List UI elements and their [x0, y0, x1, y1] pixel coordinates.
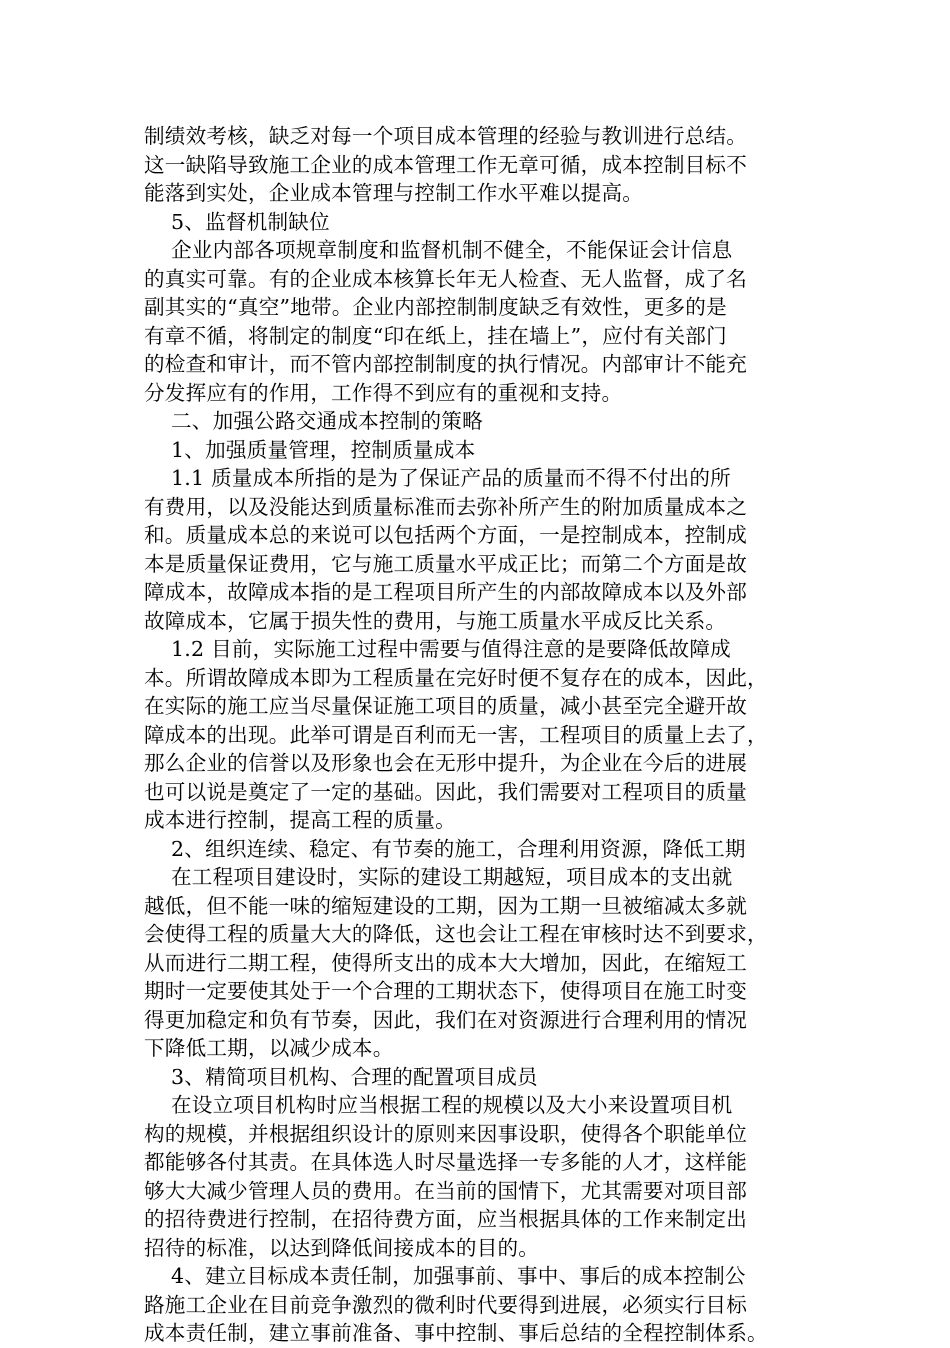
text-line: 够大大减少管理人员的费用。在当前的国情下，尤其需要对项目部: [144, 1178, 748, 1203]
text-line: 成本责任制，建立事前准备、事中控制、事后总结的全程控制体系。: [144, 1321, 768, 1345]
text-line: 都能够各付其责。在具体选人时尽量选择一专多能的人才，这样能: [144, 1150, 748, 1174]
text-line: 有章不循，将制定的制度“印在纸上，挂在墙上”，应付有关部门: [144, 323, 727, 348]
text-line: 障成本的出现。此举可谓是百利而无一害，工程项目的质量上去了，: [144, 722, 768, 747]
text-line: 的招待费进行控制，在招待费方面，应当根据具体的工作来制定出: [144, 1207, 748, 1231]
text-line: 障成本，故障成本指的是工程项目所产生的内部故障成本以及外部: [144, 580, 748, 604]
text-line: 成本进行控制，提高工程的质量。: [144, 808, 456, 832]
text-line: 在设立项目机构时应当根据工程的规模以及大小来设置项目机: [144, 1093, 733, 1117]
text-line: 本是质量保证费用，它与施工质量水平成正比；而第二个方面是故: [144, 551, 748, 576]
section-heading: 5、监督机制缺位: [144, 209, 330, 234]
section-heading: 4、建立目标成本责任制，加强事前、事中、事后的成本控制公: [144, 1264, 746, 1288]
text-line: 副其实的“真空”地带。企业内部控制制度缺乏有效性，更多的是: [144, 295, 727, 319]
text-line: 在工程项目建设时，实际的建设工期越短，项目成本的支出就: [144, 865, 733, 889]
text-line: 得更加稳定和负有节奏，因此，我们在对资源进行合理利用的情况: [144, 1007, 748, 1032]
section-heading: 3、精简项目机构、合理的配置项目成员: [144, 1064, 538, 1089]
text-line: 从而进行二期工程，使得所支出的成本大大增加，因此，在缩短工: [144, 950, 748, 975]
text-line: 分发挥应有的作用，工作得不到应有的重视和支持。: [144, 380, 623, 405]
text-line: 的真实可靠。有的企业成本核算长年无人检查、无人监督，成了名: [144, 266, 748, 291]
text-line: 越低，但不能一味的缩短建设的工期，因为工期一旦被缩减太多就: [144, 893, 748, 918]
text-line: 那么企业的信誉以及形象也会在无形中提升，为企业在今后的进展: [144, 751, 748, 775]
section-heading: 1、加强质量管理，控制质量成本: [144, 437, 476, 462]
text-line: 招待的标准，以达到降低间接成本的目的。: [144, 1235, 540, 1260]
text-line: 1.2 目前，实际施工过程中需要与值得注意的是要降低故障成: [144, 637, 731, 661]
text-line: 路施工企业在目前竞争激烈的微利时代要得到进展，必须实行目标: [144, 1292, 748, 1317]
text-line: 有费用，以及没能达到质量标准而去弥补所产生的附加质量成本之: [144, 494, 748, 519]
text-line: 下降低工期，以减少成本。: [144, 1036, 394, 1060]
text-line: 这一缺陷导致施工企业的成本管理工作无章可循，成本控制目标不: [144, 152, 748, 177]
text-line: 故障成本，它属于损失性的费用，与施工质量水平成反比关系。: [144, 608, 727, 633]
section-heading: 二、加强公路交通成本控制的策略: [144, 409, 483, 433]
text-line: 能落到实处，企业成本管理与控制工作水平难以提高。: [144, 181, 644, 205]
text-line: 企业内部各项规章制度和监督机制不健全，不能保证会计信息: [144, 238, 733, 262]
text-line: 会使得工程的质量大大的降低，这也会让工程在审核时达不到要求，: [144, 922, 768, 946]
document-body: [144, 122, 808, 1348]
text-line: 本。所谓故障成本即为工程质量在完好时便不复存在的成本，因此，: [144, 665, 768, 690]
text-line: 制绩效考核，缺乏对每一个项目成本管理的经验与教训进行总结。: [144, 124, 748, 148]
text-line: 构的规模，并根据组织设计的原则来因事设职，使得各个职能单位: [144, 1121, 748, 1146]
text-line: 期时一定要使其处于一个合理的工期状态下，使得项目在施工时变: [144, 979, 748, 1003]
text-line: 也可以说是奠定了一定的基础。因此，我们需要对工程项目的质量: [144, 779, 748, 804]
text-line: 和。质量成本总的来说可以包括两个方面，一是控制成本，控制成: [144, 523, 748, 547]
section-heading: 2、组织连续、稳定、有节奏的施工，合理利用资源，降低工期: [144, 836, 746, 861]
text-line: 1.1 质量成本所指的是为了保证产品的质量而不得不付出的所: [144, 466, 731, 490]
text-line: 的检查和审计，而不管内部控制制度的执行情况。内部审计不能充: [144, 352, 748, 376]
text-line: 在实际的施工应当尽量保证施工项目的质量，减小甚至完全避开故: [144, 694, 748, 718]
